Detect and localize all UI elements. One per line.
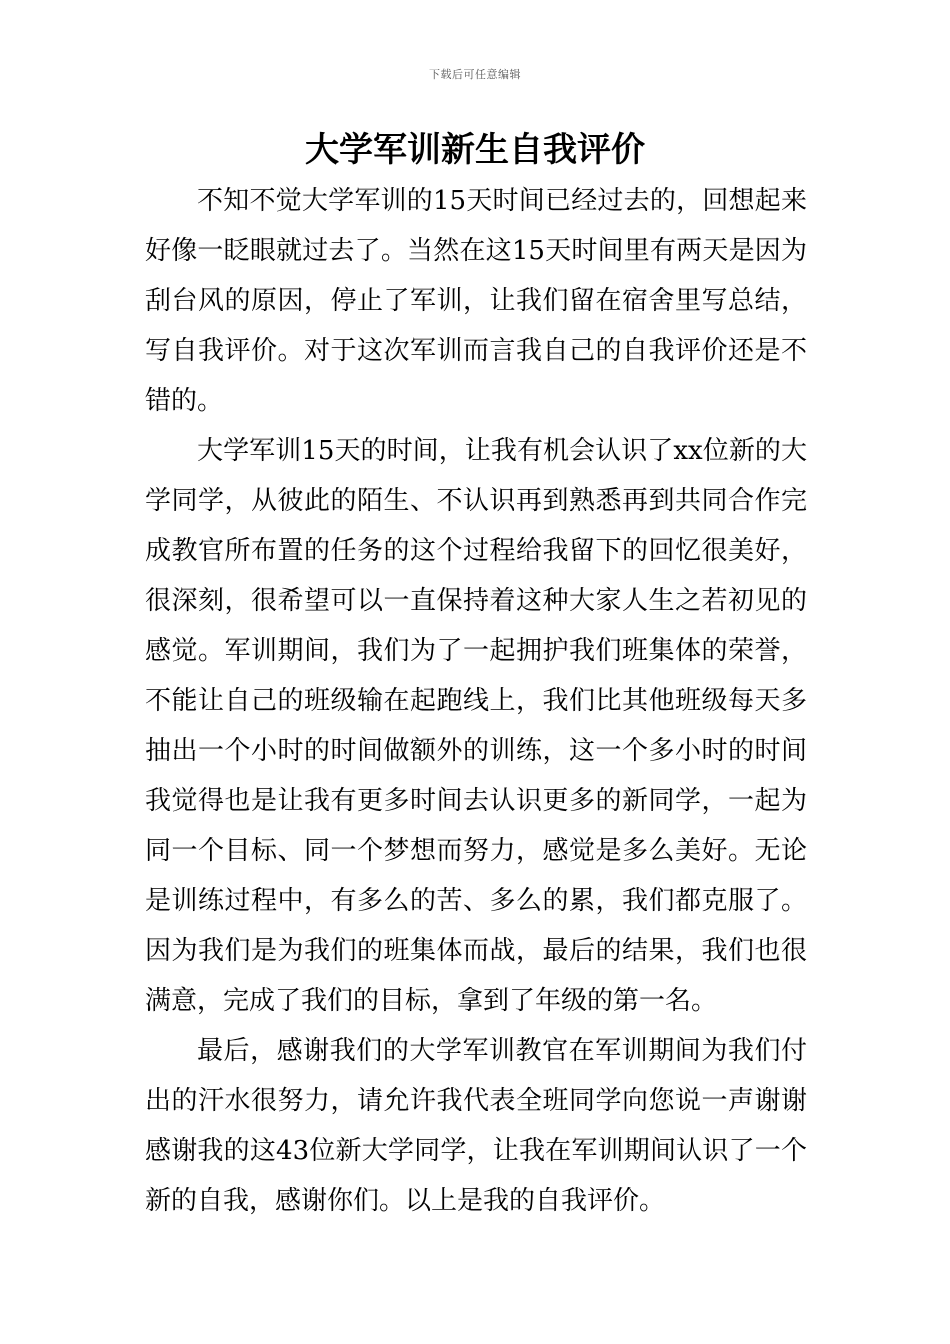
paragraph-thanks: 最后，感谢我们的大学军训教官在军训期间为我们付出的汗水很努力，请允许我代表全班同学向您说一声谢谢感谢我的这43位新大学同学，让我在军训期间认识了一个新的自我，感谢你们。以上是我的自我评价。 bbox=[145, 1036, 807, 1216]
paragraph-intro: 不知不觉大学军训的15天时间已经过去的，回想起来好像一眨眼就过去了。当然在这15天时间里有两天是因为刮台风的原因，停止了军训，让我们留在宿舍里写总结，写自我评价。对于这次军训而言我自己的自我评价还是不错的。 bbox=[145, 186, 807, 416]
document-body bbox=[145, 176, 807, 1226]
header-note: 下载后可任意编辑 bbox=[429, 68, 521, 81]
document-title: 大学军训新生自我评价 bbox=[305, 130, 645, 170]
paragraph-experience: 大学军训15天的时间，让我有机会认识了xx位新的大学同学，从彼此的陌生、不认识再到熟悉再到共同合作完成教官所布置的任务的这个过程给我留下的回忆很美好，很深刻，很希望可以一直保持着这种大家人生之若初见的感觉。军训期间，我们为了一起拥护我们班集体的荣誉，不能让自己的班级输在起跑线上，我们比其他班级每天多抽出一个小时的时间做额外的训练，这一个多小时的时间我觉得也是让我有更多时间去认识更多的新同学，一起为同一个目标、同一个梦想而努力，感觉是多么美好。无论是训练过程中，有多么的苦、多么的累，我们都克服了。因为我们是为我们的班集体而战，最后的结果，我们也很满意，完成了我们的目标，拿到了年级的第一名。 bbox=[145, 436, 807, 1016]
